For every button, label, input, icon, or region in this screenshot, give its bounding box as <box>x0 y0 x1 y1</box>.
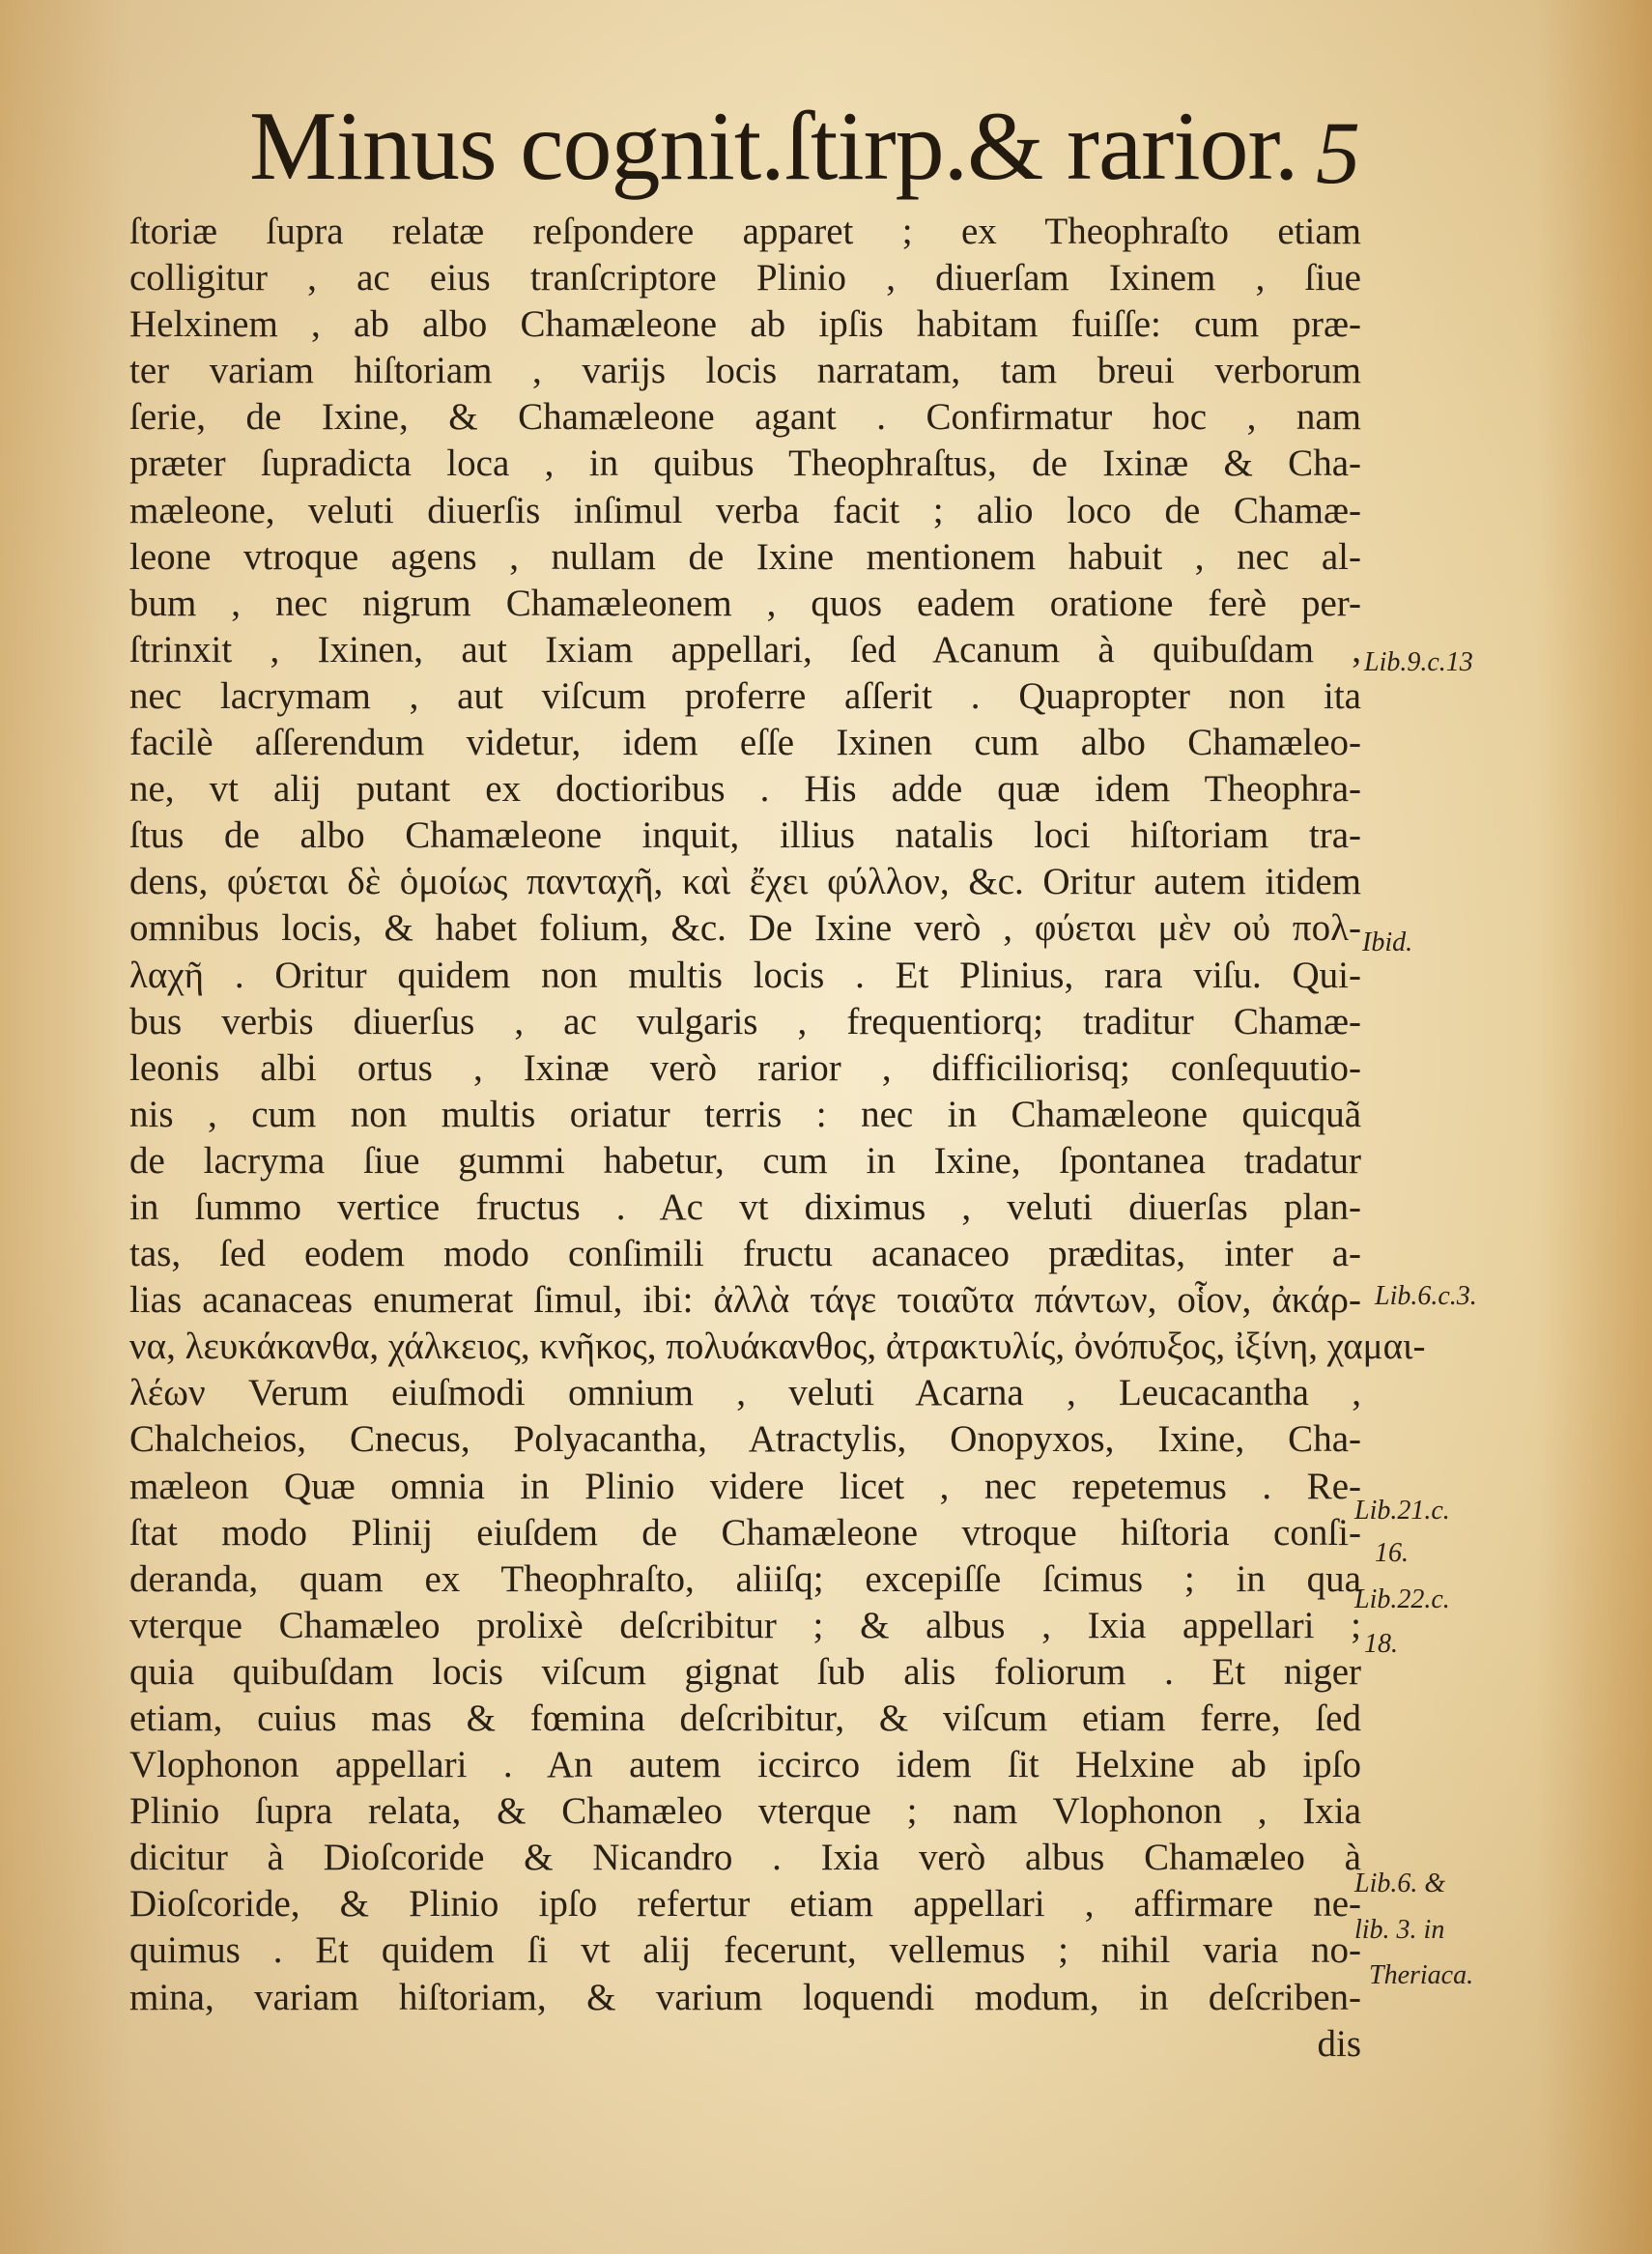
text-line: λαχῆ . Oritur quidem non multis locis . Et Plinius, rara viſu. Qui- <box>129 954 1361 996</box>
text-line: lias acanaceas enumerat ſimul, ibi: ἀλλὰ τάγε τοιαῦτα πάντων, οἷον, ἀκάρ- <box>129 1279 1361 1322</box>
text-line: de lacryma ſiue gummi habetur, cum in Ixine, ſpontanea tradatur <box>129 1139 1361 1182</box>
text-line: quia quibuſdam locis viſcum gignat ſub alis foliorum . Et niger <box>129 1650 1361 1693</box>
text-line: mæleone, veluti diuerſis inſimul verba facit ; alio loco de Chamæ- <box>129 489 1361 531</box>
margin-note: 16. <box>1375 1538 1409 1568</box>
text-line: ſtus de albo Chamæleone inquit, illius natalis loci hiſtoriam tra- <box>129 814 1361 857</box>
text-line: omnibus locis, & habet folium, &c. De Ixine verò , φύεται μὲν οὐ πολ- <box>129 907 1361 950</box>
text-line: deranda, quam ex Theophraſto, aliiſq; excepiſſe ſcimus ; in qua <box>129 1557 1361 1600</box>
text-line: ſtat modo Plinij eiuſdem de Chamæleone vtroque hiſtoria conſi- <box>129 1511 1361 1554</box>
page-header <box>0 89 1652 205</box>
text-line: Helxinem , ab albo Chamæleone ab ipſis habitam fuiſſe: cum præ- <box>129 303 1361 346</box>
margin-note: Lib.21.c. <box>1354 1496 1450 1526</box>
text-line: in ſummo vertice fructus . Ac vt diximus , veluti diuerſas plan- <box>129 1185 1361 1228</box>
margin-note: 18. <box>1364 1629 1398 1659</box>
margin-note: Lib.22.c. <box>1354 1584 1450 1614</box>
page-number: 5 <box>1316 103 1360 202</box>
text-line: nis , cum non multis oriatur terris : nec in Chamæleone quicquã <box>129 1093 1361 1135</box>
text-line: λέων Verum eiuſmodi omnium , veluti Acarna , Leucacantha , <box>129 1372 1361 1414</box>
catchword: dis <box>1317 2022 1361 2065</box>
margin-note: lib. 3. in <box>1354 1915 1445 1945</box>
text-line: ſerie, de Ixine, & Chamæleone agant . Confirmatur hoc , nam <box>129 396 1361 439</box>
margin-note: Lib.9.c.13 <box>1364 647 1473 677</box>
text-line: mina, variam hiſtoriam, & varium loquendi modum, in deſcriben- <box>129 1976 1361 2018</box>
text-line: Vlophonon appellari . An autem iccirco idem ſit Helxine ab ipſo <box>129 1744 1361 1786</box>
text-line: ter variam hiſtoriam , varijs locis narratam, tam breui verborum <box>129 350 1361 392</box>
text-line: leone vtroque agens , nullam de Ixine mentionem habuit , nec al- <box>129 535 1361 578</box>
margin-note: Lib.6. & <box>1354 1869 1446 1898</box>
text-line: Chalcheios, Cnecus, Polyacantha, Atractylis, Onopyxos, Ixine, Cha- <box>129 1418 1361 1461</box>
text-line: Dioſcoride, & Plinio ipſo refertur etiam appellari , affirmare ne- <box>129 1883 1361 1926</box>
text-line: tas, ſed eodem modo conſimili fructu acanaceo præditas, inter a- <box>129 1233 1361 1275</box>
text-line: dicitur à Dioſcoride & Nicandro . Ixia verò albus Chamæleo à <box>129 1837 1361 1879</box>
text-line: leonis albi ortus , Ixinæ verò rarior , difficiliorisq; conſequutio- <box>129 1046 1361 1089</box>
text-line: ſtoriæ ſupra relatæ reſpondere apparet ; ex Theophraſto etiam <box>129 211 1361 252</box>
text-line: facilè aſſerendum videtur, idem eſſe Ixinen cum albo Chamæleo- <box>129 722 1361 764</box>
text-line: να, λευκάκανθα, χάλκειος, κνῆκος, πολυάκανθος, ἀτρακτυλίς, ὀνόπυξος, ἰξίνη, χαμαι- <box>129 1326 1426 1368</box>
text-line: Plinio ſupra relata, & Chamæleo vterque ; nam Vlophonon , Ixia <box>129 1790 1361 1833</box>
text-line: ſtrinxit , Ixinen, aut Ixiam appellari, ſed Acanum à quibuſdam , <box>129 628 1361 670</box>
text-line: quimus . Et quidem ſi vt alij fecerunt, vellemus ; nihil varia no- <box>129 1929 1361 1972</box>
margin-note: Ibid. <box>1362 927 1413 957</box>
text-line: præter ſupradicta loca , in quibus Theophraſtus, de Ixinæ & Cha- <box>129 442 1361 485</box>
text-line: ne, vt alij putant ex doctioribus . His adde quæ idem Theophra- <box>129 768 1361 811</box>
text-line: etiam, cuius mas & fœmina deſcribitur, & viſcum etiam ferre, ſed <box>129 1698 1361 1739</box>
running-head: Minus cognit.ſtirp.& rarior. <box>249 92 1298 201</box>
text-line: vterque Chamæleo prolixè deſcribitur ; & albus , Ixia appellari ; <box>129 1604 1361 1646</box>
text-line: dens, φύεται δὲ ὁμοίως πανταχῆ, καὶ ἔχει φύλλον, &c. Oritur autem itidem <box>129 861 1361 903</box>
text-line: mæleon Quæ omnia in Plinio videre licet , nec repetemus . Re- <box>129 1465 1361 1507</box>
text-line: colligitur , ac eius tranſcriptore Plinio , diuerſam Ixinem , ſiue <box>129 257 1361 300</box>
margin-note: Theriaca. <box>1369 1960 1474 1990</box>
text-line: bus verbis diuerſus , ac vulgaris , frequentiorq; traditur Chamæ- <box>129 1000 1361 1042</box>
text-line: bum , nec nigrum Chamæleonem , quos eadem oratione ferè per- <box>129 582 1361 624</box>
margin-note: Lib.6.c.3. <box>1375 1281 1477 1311</box>
text-line: nec lacrymam , aut viſcum proferre aſſerit . Quapropter non ita <box>129 674 1361 717</box>
